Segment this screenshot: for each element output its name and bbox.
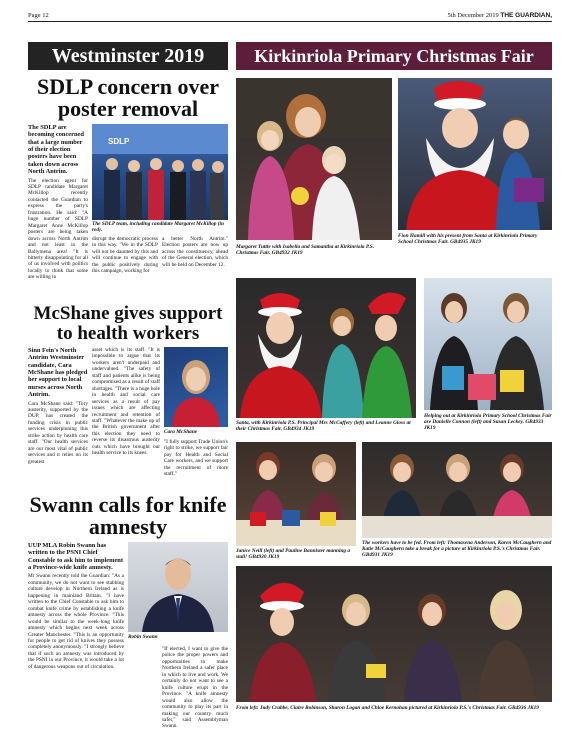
fair-photo-workers	[362, 442, 552, 538]
group-caption: From left: Judy Crabbe, Claire Robinson, Sharon Logan and Chloe Kernohan pictured at Kirkinriola P.S.'s Christmas Fair. GB4936 JK19	[236, 705, 539, 711]
page-number: Page 12	[28, 12, 49, 19]
hamill-photo-illustration	[398, 78, 552, 230]
workers-photo-illustration	[362, 442, 552, 538]
publication-name: THE GUARDIAN,	[500, 12, 552, 19]
swann-headline: Swann calls for knife amnesty	[29, 492, 227, 539]
swann-body-1: Mr Swann recently told the Guardian: "As a community, we do not want to see stabbing culture develop in Northern Ireland as is happening in mainland Britain. "I have written to the Chief Constable to ask him to combat knife crime by establishing a knife amnesty across the whole Province. "This would be similar to the week-long knife amnesty which begins next week across Greater Manchester. "This is an opportunity for people to get rid of knives they possess completely anonymously. "I strongly believe that if such an amnesty was introduced by the PSNI in our Province, it would take a lot of dangerous weapons out of circulation.	[28, 573, 124, 670]
mcshane-body-3: "I fully support Trade Union's right to strike, we support fair pay for Health and Social Care workers, and we support the recruitment of more staff."	[164, 439, 228, 478]
sdlp-article-col1	[28, 124, 88, 299]
hamill-caption: Fion Hamill with his present from Santa at Kirkinriola Primary School Christmas Fair. GB4935 JK19	[398, 233, 538, 246]
fair-photo-tuttle	[236, 78, 392, 240]
swann-article-col1	[28, 542, 124, 732]
swann-body-2: "If elected, I want to give the police the proper powers and opportunities to make Northern Ireland a safer place in which to live and work. We certainly do not want to see a knife culture erupt in the Province. "A knife amnesty would also allow the community to play its part in making our country much safer," said Assemblyman Swann.	[162, 646, 228, 730]
mcshane-lead: Sinn Fein's North Antrim Westminster candidate, Cara McShane has pledged her support to local nurses across North Antrim.	[28, 347, 88, 399]
sdlp-photo-caption: The SDLP team, including candidate Margaret McKillop (in red).	[92, 221, 224, 234]
page-header	[28, 10, 552, 22]
sdlp-team-illustration	[92, 124, 228, 220]
tuttle-photo-illustration	[236, 78, 392, 240]
westminster-banner: Westminster 2019	[28, 42, 228, 70]
fair-photo-hamill	[398, 78, 552, 230]
swann-photo-caption: Robin Swann	[128, 634, 158, 640]
group-photo-illustration	[236, 566, 552, 702]
sdlp-team-photo	[92, 124, 228, 220]
swann-portrait	[128, 542, 228, 632]
mcshane-body-2: asset which is its staff. "It is impossible to argue that its workers aren't underpaid and undervalued. "The safety of staff and patients alike is being compromised as a result of staff shortages. "There is a huge hole in health and social care services as a result of pay issues which are affecting recruitment and retention of staff. "Whatever the make up of the British government after this election they need to reverse its disastrous austerity cuts which have brought our health service to its knees.	[92, 347, 160, 457]
fair-photo-helpers	[424, 278, 552, 410]
christmas-fair-banner: Kirkinriola Primary Christmas Fair	[236, 42, 552, 70]
mcshane-headline: McShane gives support to health workers	[33, 303, 223, 344]
helpers-caption: Helping out at Kirkinriola Primary School Christmas Fair are Danielle Connon (left) and Susan Leckey. GB4933 JK19	[424, 413, 552, 432]
swann-portrait-illustration	[128, 542, 228, 632]
sdlp-body-1: The election agent for SDLP candidate Margaret McKillop recently contacted the Guardian to express the party's frustration. He said: "A huge number of SDLP Margaret Anne McKillop posters are being taken down across North Antrim and not least in the Ballymena area! "It is bitterly disappointing for all of us involved with politics locally to think that some are willing to	[28, 177, 88, 281]
mcshane-photo-caption: Cara McShane	[164, 429, 198, 435]
sdlp-body-2: disrupt the democratic process in this way. "We in the SDLP will not be daunted by this and will continue to engage with the public positively during this campaign, working for	[92, 236, 158, 275]
tuttle-caption: Margaret Tuttle with Isabella and Samantha at Kirkinriola P.S. Christmas Fair. GB4932 JK19	[236, 244, 375, 257]
stall-caption: Janice Neill (left) and Pauline Bannister manning a stall! GB4930 JK19	[236, 548, 351, 561]
mcshane-body-1: Cara McShane said: "Tory austerity, supported by the DUP, has created the funding crisis in public services underpinning this strike action by health care staff. "Our health services are our most vital of public services and it relies on its greatest	[28, 400, 88, 465]
sdlp-lead: The SDLP are becoming concerned that a large number of their election posters have been taken down across North Antrim.	[28, 124, 84, 176]
westminster-column	[28, 74, 228, 734]
mcshane-article-col1	[28, 347, 88, 487]
issue-date: 5th December 2019 THE GUARDIAN,	[447, 12, 552, 19]
santa-photo-illustration	[236, 278, 416, 418]
swann-lead: UUP MLA Robin Swann has written to the PSNI Chief Constable to ask him to implement a Province-wide knife amnesty.	[28, 542, 123, 572]
mcshane-portrait	[164, 347, 228, 427]
sdlp-headline: SDLP concern over poster removal	[36, 74, 220, 121]
fair-photo-santa	[236, 278, 416, 418]
workers-caption: The workers have to be fed. From left: Thomasena Anderson, Karen McCaughern and Katie McCaughern take a break for a picture at Kirkinriola P.S.'s Christmas Fair. GB4931 JK19	[362, 540, 552, 559]
fair-photo-group	[236, 566, 552, 702]
stall-photo-illustration	[236, 442, 356, 546]
santa-caption: Santa, with Kirkinriola P.S. Principal Mrs McCaffery (left) and Leanne Gloss at their Christmas Fair. GB4934 JK19	[236, 420, 411, 433]
svg-text:SDLP: SDLP	[108, 137, 130, 146]
helpers-photo-illustration	[424, 278, 552, 410]
mcshane-portrait-illustration	[164, 347, 228, 427]
fair-photo-stall	[236, 442, 356, 546]
sdlp-body-3: a better North Antrim." Election posters are now up across the constituency, ahead of the General election, which will be held on December 12.	[162, 236, 228, 268]
